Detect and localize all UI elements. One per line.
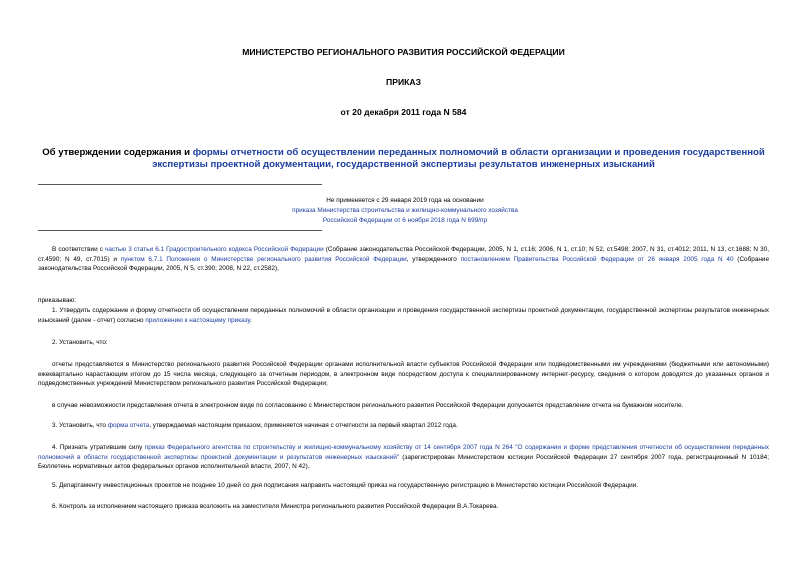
paragraph-3-text-2: , утверждаемая настоящим приказом, применяется начиная с отчетности за первый квартал 2012 года. bbox=[149, 422, 458, 429]
paragraph-4-text-1: 4. Признать утратившим силу bbox=[52, 444, 145, 451]
ministry-heading: МИНИСТЕРСТВО РЕГИОНАЛЬНОГО РАЗВИТИЯ РОССИЙСКОЙ ФЕДЕРАЦИИ bbox=[242, 47, 565, 57]
preamble-text-2: (Собрание законодательства Российской Федерации, 2005, N 1, ст.16; 2006, N 1, ст.10; N 52, ст.5498; 2007, N 31, ст.4012; 2011, N 13, ст.1688; N 30, ст.4590; N 49, ст.7015) и bbox=[38, 246, 769, 263]
paragraph-1-text-1: 1. Утвердить содержание и форму отчетности об осуществлении переданных полномочий в области организации и проведения государственной экспертизы проектной документации, государственной экспертизы результатов инженерных изысканий (далее - отчет) согласно bbox=[38, 307, 769, 324]
paragraph-2b: в случае невозможности представления отчета в электронном виде по согласованию с Министерством регионального развития Российской Федерации допускается представление отчета на бумажном носителе. bbox=[52, 402, 684, 409]
paragraph-1 bbox=[38, 306, 769, 325]
paragraph-3-text-1: 3. Установить, что bbox=[52, 422, 108, 429]
note-line-1: Не применяется с 29 января 2019 года на основании bbox=[326, 197, 484, 204]
paragraph-6: 6. Контроль за исполнением настоящего приказа возложить на заместителя Министра регионального развития Российской Федерации В.А.Токарева. bbox=[52, 503, 499, 510]
paragraph-2a: отчеты представляются в Министерство регионального развития Российской Федерации органами исполнительной власти субъектов Российской Федерации или подведомственными им учреждениями (бюджетными или автономными) ежеквартально нарастающим итогом до 15 числа месяца, следующего за отчетным периодом, в электронном виде посредством доступа к специализированному интернет-ресурсу, сведения о котором доводятся до указанных органов и подведомственных учреждений Министерством регионального развития Российской Федерации; bbox=[38, 361, 769, 387]
link-report-form[interactable]: форма отчета bbox=[107, 422, 150, 429]
link-agency-order[interactable]: приказ Федерального агентства по строительству и жилищно-коммунальному хозяйству от 14 сентября 2007 года N 264 "О содержании и форме представления отчетности об осуществлении переданных полномочий в области государственной экспертизы проектной документации и результатов инженерных изысканий" bbox=[38, 444, 769, 461]
document-type: ПРИКАЗ bbox=[386, 77, 421, 87]
applicability-note bbox=[250, 196, 560, 226]
document-title bbox=[38, 147, 769, 171]
link-regulation-clause[interactable]: пунктом 6.7.1 Положения о Министерстве регионального развития Российской Федерации bbox=[120, 255, 407, 263]
preamble-text-3: , утвержденного bbox=[406, 255, 461, 263]
paragraph-4 bbox=[38, 443, 769, 472]
preamble-paragraph bbox=[38, 245, 769, 274]
note-link-line-3[interactable]: Российской Федерации от 6 ноября 2018 года N 699/пр bbox=[322, 217, 488, 224]
order-word: приказываю: bbox=[38, 297, 76, 304]
document-date-number: от 20 декабря 2011 года N 584 bbox=[340, 107, 467, 117]
paragraph-1-text-2: . bbox=[250, 316, 252, 324]
preamble-text-4: (Собрание законодательства Российской Федерации, 2005, N 5, ст.390; 2008, N 22, ст.2582), bbox=[38, 255, 770, 272]
separator-bottom bbox=[38, 230, 322, 231]
paragraph-3 bbox=[38, 421, 769, 431]
title-link[interactable]: формы отчетности об осуществлении переданных полномочий в области организации и проведения государственной экспертизы проектной документации, государственной экспертизы результатов инженерных изысканий bbox=[152, 147, 765, 170]
link-urban-code[interactable]: частью 3 статьи 6.1 Градостроительного кодекса Российской Федерации bbox=[105, 246, 324, 253]
link-government-decree[interactable]: постановлением Правительства Российской Федерации от 26 января 2005 года N 40 bbox=[460, 255, 734, 263]
preamble-text-1: В соответствии с bbox=[52, 246, 106, 253]
separator-top bbox=[38, 184, 322, 185]
paragraph-2: 2. Установить, что: bbox=[52, 339, 108, 346]
link-appendix[interactable]: приложению к настоящему приказу bbox=[145, 316, 251, 324]
note-link-line-2[interactable]: приказа Министерства строительства и жилищно-коммунального хозяйства bbox=[292, 207, 518, 214]
title-text: Об утверждении содержания и bbox=[42, 147, 193, 158]
paragraph-4-text-2: (зарегистрирован Министерством юстиции Российской Федерации 27 сентября 2007 года, регистрационный N 10184; Бюллетень нормативных актов федеральных органов исполнительной власти, 2007, N 42). bbox=[38, 453, 769, 470]
paragraph-5: 5. Департаменту инвестиционных проектов не позднее 10 дней со дня подписания направить настоящий приказ на государственную регистрацию в Министерство юстиции Российской Федерации. bbox=[52, 482, 639, 489]
